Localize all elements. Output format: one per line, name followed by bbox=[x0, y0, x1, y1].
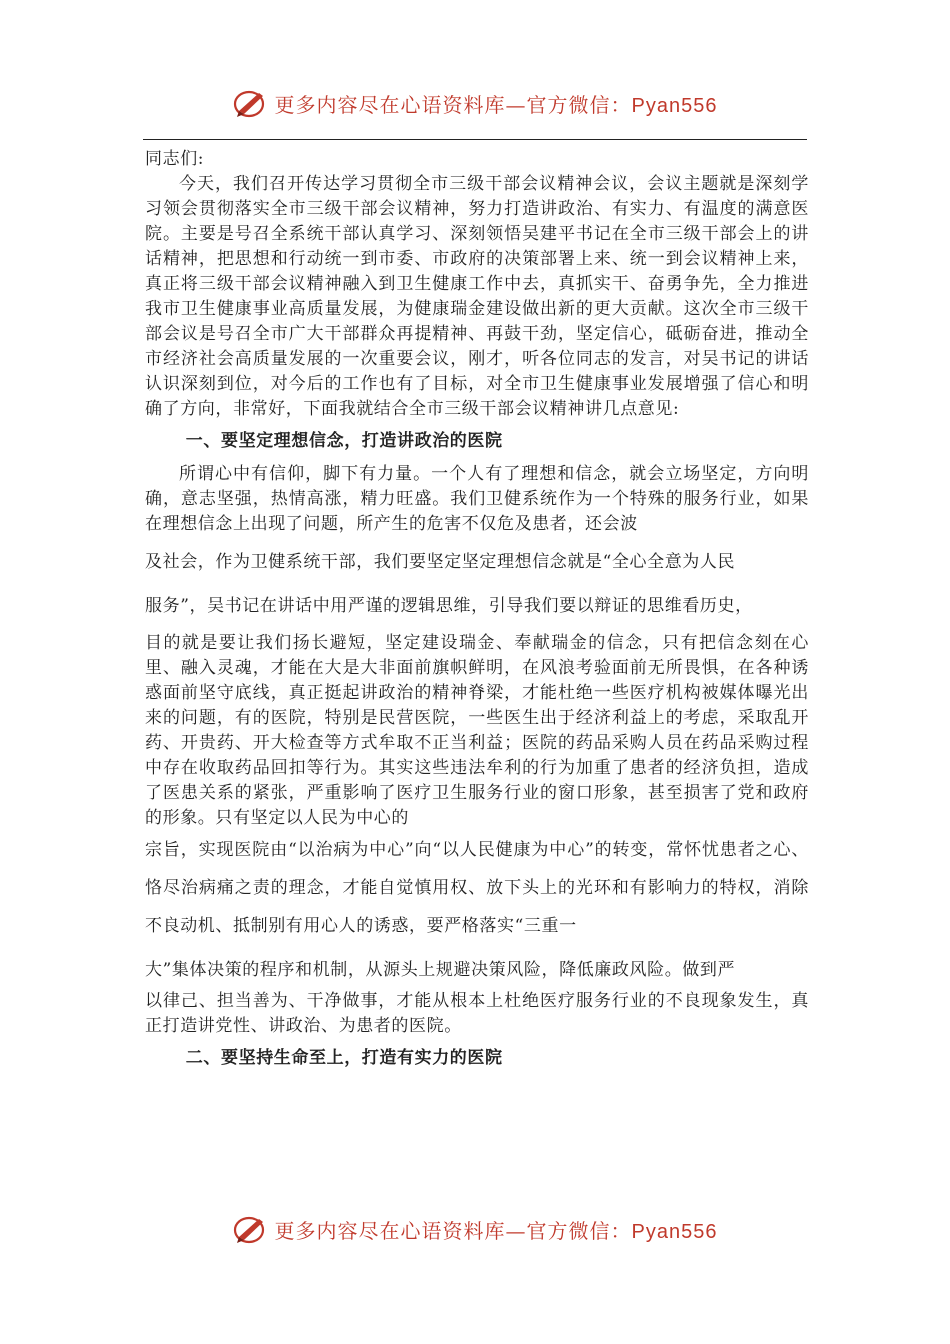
section-heading-2: 二、要坚持生命至上，打造有实力的医院 bbox=[185, 1048, 503, 1068]
header-banner-text bbox=[275, 89, 718, 118]
header-banner bbox=[0, 86, 950, 120]
section1-paragraph-2: 及社会，作为卫健系统干部，我们要坚定坚定理想信念就是“全心全意为人民 bbox=[145, 552, 736, 572]
header-divider bbox=[143, 139, 807, 140]
section1-paragraph-3: 服务”，吴书记在讲话中用严谨的逻辑思维，引导我们要以辩证的思维看历史， bbox=[145, 596, 753, 616]
section-heading-1: 一、要坚定理想信念，打造讲政治的医院 bbox=[185, 431, 503, 451]
footer-banner-text bbox=[275, 1215, 718, 1244]
section1-paragraph-7: 以律己、担当善为、干净做事，才能从根本上杜绝医疗服务行业的不良现象发生，真正打造讲党性、讲政治、为患者的医院。 bbox=[145, 991, 809, 1036]
intro-paragraph: 今天，我们召开传达学习贯彻全市三级干部会议精神会议，会议主题就是深刻学习领会贯彻落实全市三级干部会议精神，努力打造讲政治、有实力、有温度的满意医院。主要是号召全系统干部认真学习、深刻领悟吴建平书记在全市三级干部会上的讲话精神，把思想和行动统一到市委、市政府的决策部署上来、统一到会议精神上来，真正将三级干部会议精神融入到卫生健康工作中去，真抓实干、奋勇争先，全力推进我市卫生健康事业高质量发展，为健康瑞金建设做出新的更大贡献。这次全市三级干部会议是号召全市广大干部群众再提精神、再鼓干劲，坚定信心，砥砺奋进，推动全市经济社会高质量发展的一次重要会议，刚才，听各位同志的发言，对吴书记的讲话认识深刻到位，对今后的工作也有了目标，对全市卫生健康事业发展增强了信心和明确了方向，非常好，下面我就结合全市三级干部会议精神讲几点意见: bbox=[145, 174, 809, 419]
section1-paragraph-5: 宗旨，实现医院由“以治病为中心”向“以人民健康为中心”的转变，常怀忧患者之心、恪尽治病痛之责的理念，才能自觉慎用权、放下头上的光环和有影响力的特权，消除不良动机、抵制别有用心人的诱惑，要严格落实“三重一 bbox=[145, 840, 809, 936]
banner-cn-text: 更多内容尽在心语资料库—官方微信： bbox=[274, 92, 632, 117]
banner-wechat-id: Pyan556 bbox=[631, 94, 718, 117]
footer-banner bbox=[0, 1212, 950, 1246]
section1-paragraph-4: 目的就是要让我们扬长避短，坚定建设瑞金、奉献瑞金的信念，只有把信念刻在心里、融入灵魂，才能在大是大非面前旗帜鲜明，在风浪考验面前无所畏惧，在各种诱惑面前坚守底线，真正挺起讲政治的精神脊梁，才能杜绝一些医疗机构被媒体曝光出来的问题，有的医院，特别是民营医院，一些医生出于经济利益上的考虑，采取乱开药、开贵药、开大检查等方式牟取不正当利益；医院的药品采购人员在药品采购过程中存在收取药品回扣等行为。其实这些违法牟利的行为加重了患者的经济负担，造成了医患关系的紧张，严重影响了医疗卫生服务行业的窗口形象，甚至损害了党和政府的形象。只有坚定以人民为中心的 bbox=[145, 633, 809, 828]
salutation: 同志们: bbox=[145, 149, 205, 169]
section1-paragraph-1: 所谓心中有信仰，脚下有力量。一个人有了理想和信念，就会立场坚定，方向明确，意志坚强，热情高涨，精力旺盛。我们卫健系统作为一个特殊的服务行业，如果在理想信念上出现了问题，所产生的危害不仅危及患者，还会波 bbox=[145, 464, 809, 534]
banner-wechat-id: Pyan556 bbox=[631, 1220, 718, 1243]
section1-paragraph-6: 大”集体决策的程序和机制，从源头上规避决策风险，降低廉政风险。做到严 bbox=[145, 960, 736, 980]
document-body bbox=[145, 147, 809, 1079]
pen-logo-icon bbox=[233, 87, 269, 119]
pen-logo-icon bbox=[233, 1213, 269, 1245]
banner-cn-text: 更多内容尽在心语资料库—官方微信： bbox=[274, 1218, 632, 1243]
